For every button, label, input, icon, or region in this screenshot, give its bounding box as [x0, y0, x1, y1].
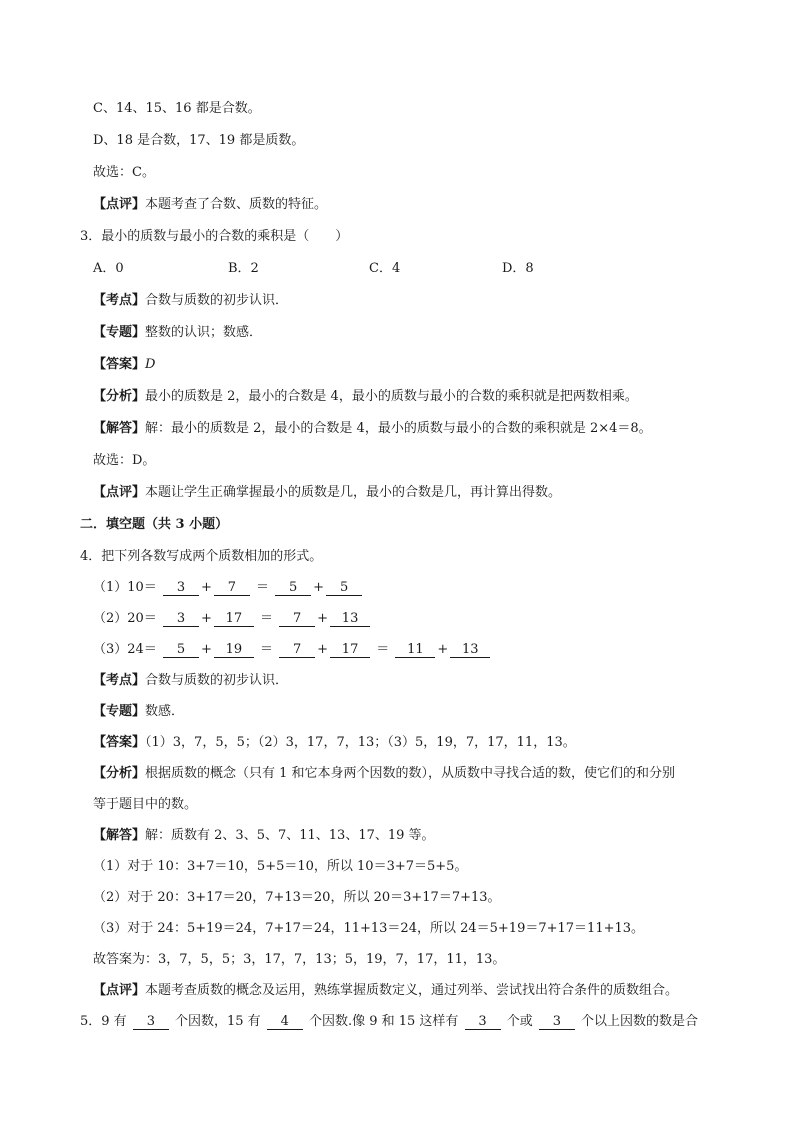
answer-blank: 11: [395, 642, 435, 658]
kaodian-tag: 【考点】: [93, 293, 146, 308]
comment-text: 本题考查了合数、质数的特征。: [145, 197, 328, 212]
answer-blank: 17: [330, 642, 370, 658]
kaodian-tag: 【考点】: [93, 673, 146, 688]
question-3-option-a: A．0: [93, 261, 124, 276]
row-prefix: （3）24＝: [93, 642, 157, 657]
q3-jieda-row: [93, 420, 652, 438]
answer-blank: 3: [163, 611, 199, 627]
daan-tag: 【答案】: [93, 357, 146, 372]
q4-pingjie-row: [93, 982, 678, 1000]
answer-blank: 7: [279, 642, 315, 658]
question-3-option-c: C．4: [369, 261, 401, 276]
option-d-explanation: D、18 是合数，17、19 都是质数。: [93, 133, 305, 148]
plus-sign: +: [313, 580, 325, 595]
q4-row-3: [93, 641, 492, 659]
q3-choice: 故选：D。: [93, 453, 156, 468]
fenxi-tag: 【分析】: [93, 389, 146, 404]
jieda-tag: 【解答】: [93, 828, 146, 843]
kaodian-text: 合数与质数的初步认识．: [145, 673, 289, 688]
answer-blank: 5: [275, 580, 311, 596]
equals-sign: ＝: [256, 580, 270, 595]
row-prefix: （1）10＝: [93, 580, 157, 595]
q3-zhuanti-row: [93, 324, 262, 342]
section-2-title: 二．填空题（共 3 小题）: [80, 517, 229, 532]
answer-blank: 3: [539, 1014, 575, 1030]
answer-blank: 5: [326, 580, 362, 596]
answer-blank: 19: [214, 642, 254, 658]
q4-zhuanti-row: [93, 703, 184, 721]
answer-blank: 13: [330, 611, 370, 627]
q3-fenxi-row: [93, 388, 638, 406]
zhuanti-tag: 【专题】: [93, 325, 146, 340]
comment-tag: 【点评】: [93, 197, 146, 212]
daan-tag: 【答案】: [93, 735, 146, 750]
q5-text-4: 个或: [506, 1014, 533, 1029]
equals-sign: ＝: [376, 642, 390, 657]
equals-sign: ＝: [260, 611, 274, 626]
answer-blank: 3: [133, 1014, 169, 1030]
q4-daan-row: [93, 734, 576, 752]
equals-sign: ＝: [260, 642, 274, 657]
plus-sign: +: [437, 642, 449, 657]
q4-row-1: [93, 579, 364, 597]
q4-answer: 故答案为：3，7，5，5；3，17，7，13；5，19，7，17，11，13。: [93, 952, 506, 967]
question-5-stem: [80, 1013, 698, 1031]
q4-step-2: （2）对于 20：3+17＝20，7+13＝20，所以 20＝3+17＝7+13。: [93, 890, 501, 905]
pingjie-tag: 【点评】: [93, 485, 146, 500]
q5-text-1: 5．9 有: [80, 1014, 127, 1029]
q4-step-1: （1）对于 10：3+7＝10，5+5＝10，所以 10＝3+7＝5+5。: [93, 859, 468, 874]
q5-text-3: 个因数.像 9 和 15 这样有: [308, 1014, 459, 1029]
answer-blank: 5: [163, 642, 199, 658]
plus-sign: +: [200, 642, 212, 657]
q4-fenxi-continued: 等于题目中的数。: [93, 797, 198, 812]
pingjie-text: 本题让学生正确掌握最小的质数是几，最小的合数是几，再计算出得数。: [145, 485, 562, 500]
plus-sign: +: [317, 611, 329, 626]
comment-row: [93, 196, 327, 214]
answer-blank: 3: [163, 580, 199, 596]
kaodian-text: 合数与质数的初步认识．: [145, 293, 289, 308]
zhuanti-tag: 【专题】: [93, 704, 146, 719]
plus-sign: +: [200, 580, 212, 595]
daan-text: （1）3，7，5，5；（2）3，17，7，13；（3）5，19，7，17，11，13。: [145, 735, 576, 750]
fenxi-text: 根据质数的概念（只有 1 和它本身两个因数的数），从质数中寻找合适的数，使它们的和分别: [145, 766, 676, 781]
zhuanti-text: 整数的认识；数感．: [145, 325, 263, 340]
answer-blank: 4: [267, 1014, 303, 1030]
pingjie-tag: 【点评】: [93, 983, 146, 998]
question-3-stem: 3．最小的质数与最小的合数的乘积是（ ）: [80, 229, 349, 244]
question-4-stem: 4．把下列各数写成两个质数相加的形式。: [80, 549, 323, 564]
fenxi-tag: 【分析】: [93, 766, 146, 781]
option-c-explanation: C、14、15、16 都是合数。: [93, 101, 261, 116]
question-3-option-d: D．8: [502, 261, 534, 276]
row-prefix: （2）20＝: [93, 611, 157, 626]
answer-blank: 13: [450, 642, 490, 658]
daan-text: D: [145, 357, 156, 372]
answer-blank: 7: [279, 611, 315, 627]
jieda-tag: 【解答】: [93, 421, 146, 436]
q4-fenxi-row: [93, 765, 675, 783]
pingjie-text: 本题考查质数的概念及运用，熟练掌握质数定义，通过列举、尝试找出符合条件的质数组合。: [145, 983, 679, 998]
choice-c: 故选：C。: [93, 165, 155, 180]
plus-sign: +: [200, 611, 212, 626]
fenxi-text: 最小的质数是 2，最小的合数是 4，最小的质数与最小的合数的乘积就是把两数相乘。: [145, 389, 638, 404]
answer-blank: 3: [465, 1014, 501, 1030]
question-3-option-b: B．2: [228, 261, 259, 276]
q4-jieda-row: [93, 827, 435, 845]
answer-blank: 17: [214, 611, 254, 627]
q3-pingjie-row: [93, 484, 561, 502]
q5-text-2: 个因数，15 有: [174, 1014, 261, 1029]
q4-kaodian-row: [93, 672, 288, 690]
answer-blank: 7: [214, 580, 250, 596]
zhuanti-text: 数感．: [145, 704, 185, 719]
jieda-text: 解：质数有 2、3、5、7、11、13、17、19 等。: [145, 828, 435, 843]
jieda-text: 解：最小的质数是 2，最小的合数是 4，最小的质数与最小的合数的乘积就是 2×4＝8。: [145, 421, 652, 436]
q5-text-5: 个以上因数的数是合: [581, 1014, 699, 1029]
q4-row-2: [93, 610, 372, 628]
q4-step-3: （3）对于 24：5+19＝24，7+17＝24，11+13＝24，所以 24＝5+19＝7+17＝11+13。: [93, 921, 645, 936]
q3-daan-row: [93, 356, 155, 374]
q3-kaodian-row: [93, 292, 288, 310]
plus-sign: +: [317, 642, 329, 657]
